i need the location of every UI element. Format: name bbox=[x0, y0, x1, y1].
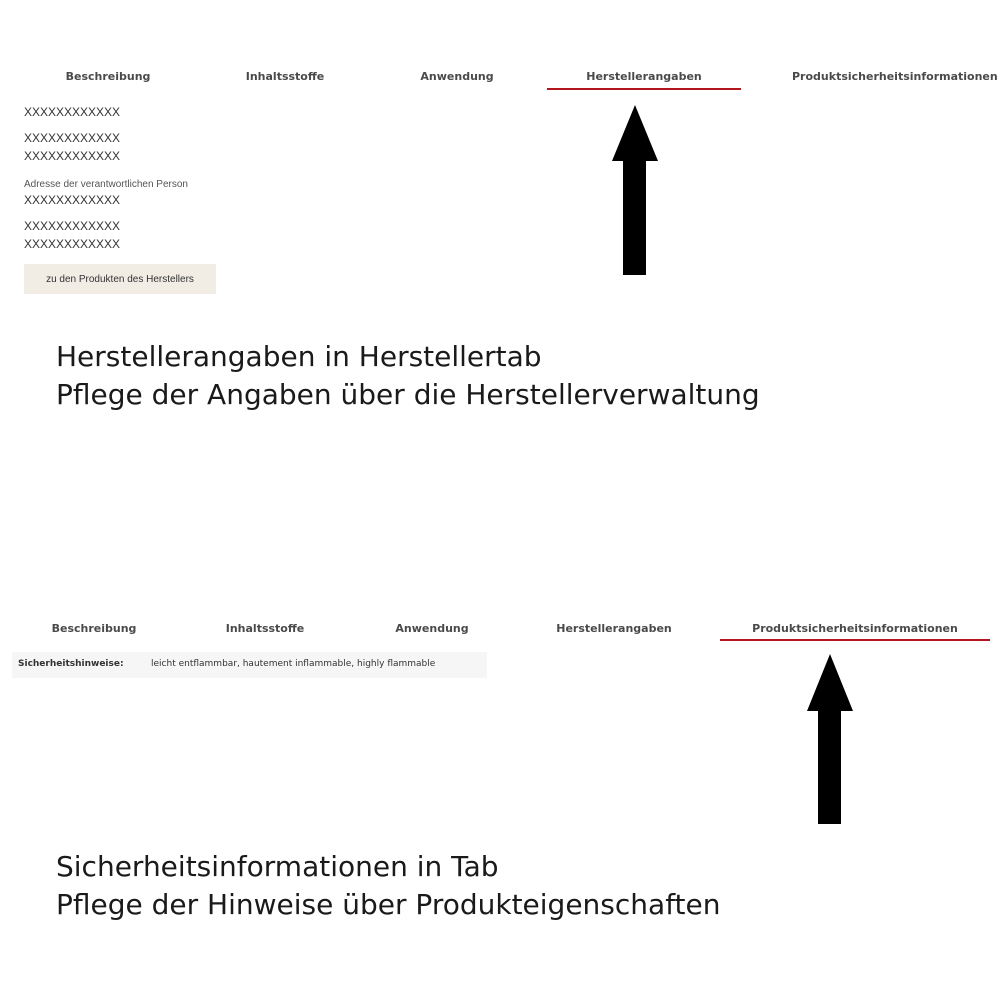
manufacturer-name: XXXXXXXXXXXX bbox=[24, 105, 121, 119]
tab-produktsicherheitsinformationen-top[interactable]: Produktsicherheitsinformationen bbox=[792, 70, 998, 83]
manufacturer-city: XXXXXXXXXXXX bbox=[24, 149, 121, 163]
arrow-up-icon bbox=[806, 654, 856, 826]
caption-top-line2: Pflege der Angaben über die Herstellerverwaltung bbox=[56, 378, 760, 411]
tab-produktsicherheitsinformationen-bottom[interactable]: Produktsicherheitsinformationen bbox=[752, 622, 958, 635]
caption-bottom-line1: Sicherheitsinformationen in Tab bbox=[56, 850, 499, 883]
manufacturer-products-button[interactable]: zu den Produkten des Herstellers bbox=[24, 264, 216, 294]
responsible-person-name: XXXXXXXXXXXX bbox=[24, 193, 121, 207]
tab-anwendung-bottom[interactable]: Anwendung bbox=[395, 622, 469, 635]
tab-herstellerangaben-top[interactable]: Herstellerangaben bbox=[586, 70, 702, 83]
active-tab-underline-top bbox=[547, 88, 741, 90]
tab-herstellerangaben-bottom[interactable]: Herstellerangaben bbox=[556, 622, 672, 635]
active-tab-underline-bottom bbox=[720, 639, 990, 641]
tab-beschreibung-top[interactable]: Beschreibung bbox=[65, 70, 151, 83]
manufacturer-street: XXXXXXXXXXXX bbox=[24, 131, 121, 145]
tab-inhaltsstoffe-bottom[interactable]: Inhaltsstoffe bbox=[225, 622, 305, 635]
tab-anwendung-top[interactable]: Anwendung bbox=[420, 70, 494, 83]
safety-info-label: Sicherheitshinweise: bbox=[18, 659, 124, 669]
safety-info-row bbox=[12, 652, 487, 678]
arrow-up-icon bbox=[610, 105, 660, 277]
caption-bottom-line2: Pflege der Hinweise über Produkteigenschaften bbox=[56, 888, 721, 921]
safety-info-value: leicht entflammbar, hautement inflammable, highly flammable bbox=[151, 659, 436, 669]
tab-beschreibung-bottom[interactable]: Beschreibung bbox=[51, 622, 137, 635]
responsible-person-street: XXXXXXXXXXXX bbox=[24, 219, 121, 233]
responsible-person-label: Adresse der verantwortlichen Person bbox=[24, 179, 188, 190]
responsible-person-city: XXXXXXXXXXXX bbox=[24, 237, 121, 251]
caption-top-line1: Herstellerangaben in Herstellertab bbox=[56, 340, 542, 373]
tab-inhaltsstoffe-top[interactable]: Inhaltsstoffe bbox=[245, 70, 325, 83]
